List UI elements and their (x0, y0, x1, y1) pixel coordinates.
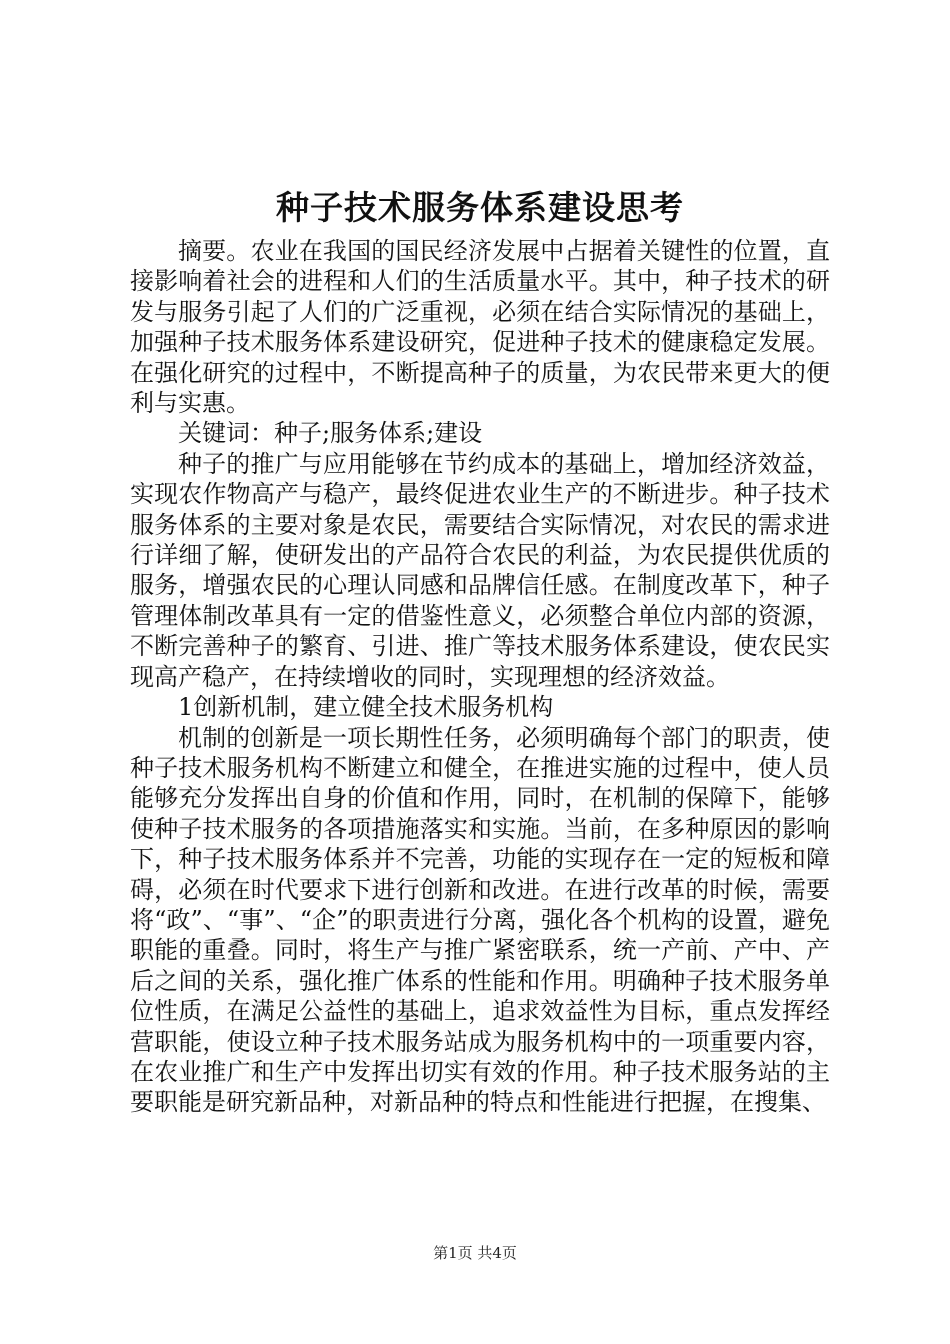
document-title: 种子技术服务体系建设思考 (276, 188, 684, 227)
section-body-paragraph: 机制的创新是一项长期性任务，必须明确每个部门的职责，使种子技术服务机构不断建立和健全，在推进实施的过程中，使人员能够充分发挥出自身的价值和作用，同时，在机制的保障下，能够使种子技术服务的各项措施落实和实施。当前，在多种原因的影响下，种子技术服务体系并不完善，功能的实现存在一定的短板和障碍，必须在时代要求下进行创新和改进。在进行改革的时候，需要将“政”、“事”、“企”的职责进行分离，强化各个机构的设置，避免职能的重叠。同时，将生产与推广紧密联系，统一产前、产中、产后之间的关系，强化推广体系的性能和作用。明确种子技术服务单位性质，在满足公益性的基础上，追求效益性为目标，重点发挥经营职能，使设立种子技术服务站成为服务机构中的一项重要内容，在农业推广和生产中发挥出切实有效的作用。种子技术服务站的主要职能是研究新品种，对新品种的特点和性能进行把握，在搜集、 (130, 723, 830, 1117)
abstract-paragraph: 摘要。农业在我国的国民经济发展中占据着关键性的位置，直接影响着社会的进程和人们的生活质量水平。其中，种子技术的研发与服务引起了人们的广泛重视，必须在结合实际情况的基础上，加强种子技术服务体系建设研究，促进种子技术的健康稳定发展。在强化研究的过程中，不断提高种子的质量，为农民带来更大的便利与实惠。 (130, 237, 830, 418)
keywords-paragraph: 关键词：种子;服务体系;建设 (178, 419, 483, 448)
section-heading: 1创新机制，建立健全技术服务机构 (178, 693, 554, 722)
intro-paragraph: 种子的推广与应用能够在节约成本的基础上，增加经济效益，实现农作物高产与稳产，最终促进农业生产的不断进步。种子技术服务体系的主要对象是农民，需要结合实际情况，对农民的需求进行详细了解，使研发出的产品符合农民的利益，为农民提供优质的服务，增强农民的心理认同感和品牌信任感。在制度改革下，种子管理体制改革具有一定的借鉴性意义，必须整合单位内部的资源，不断完善种子的繁育、引进、推广等技术服务体系建设，使农民实现高产稳产，在持续增收的同时，实现理想的经济效益。 (130, 449, 830, 691)
page-footer: 第1页 共4页 (433, 1244, 517, 1262)
document-page (130, 186, 830, 1118)
